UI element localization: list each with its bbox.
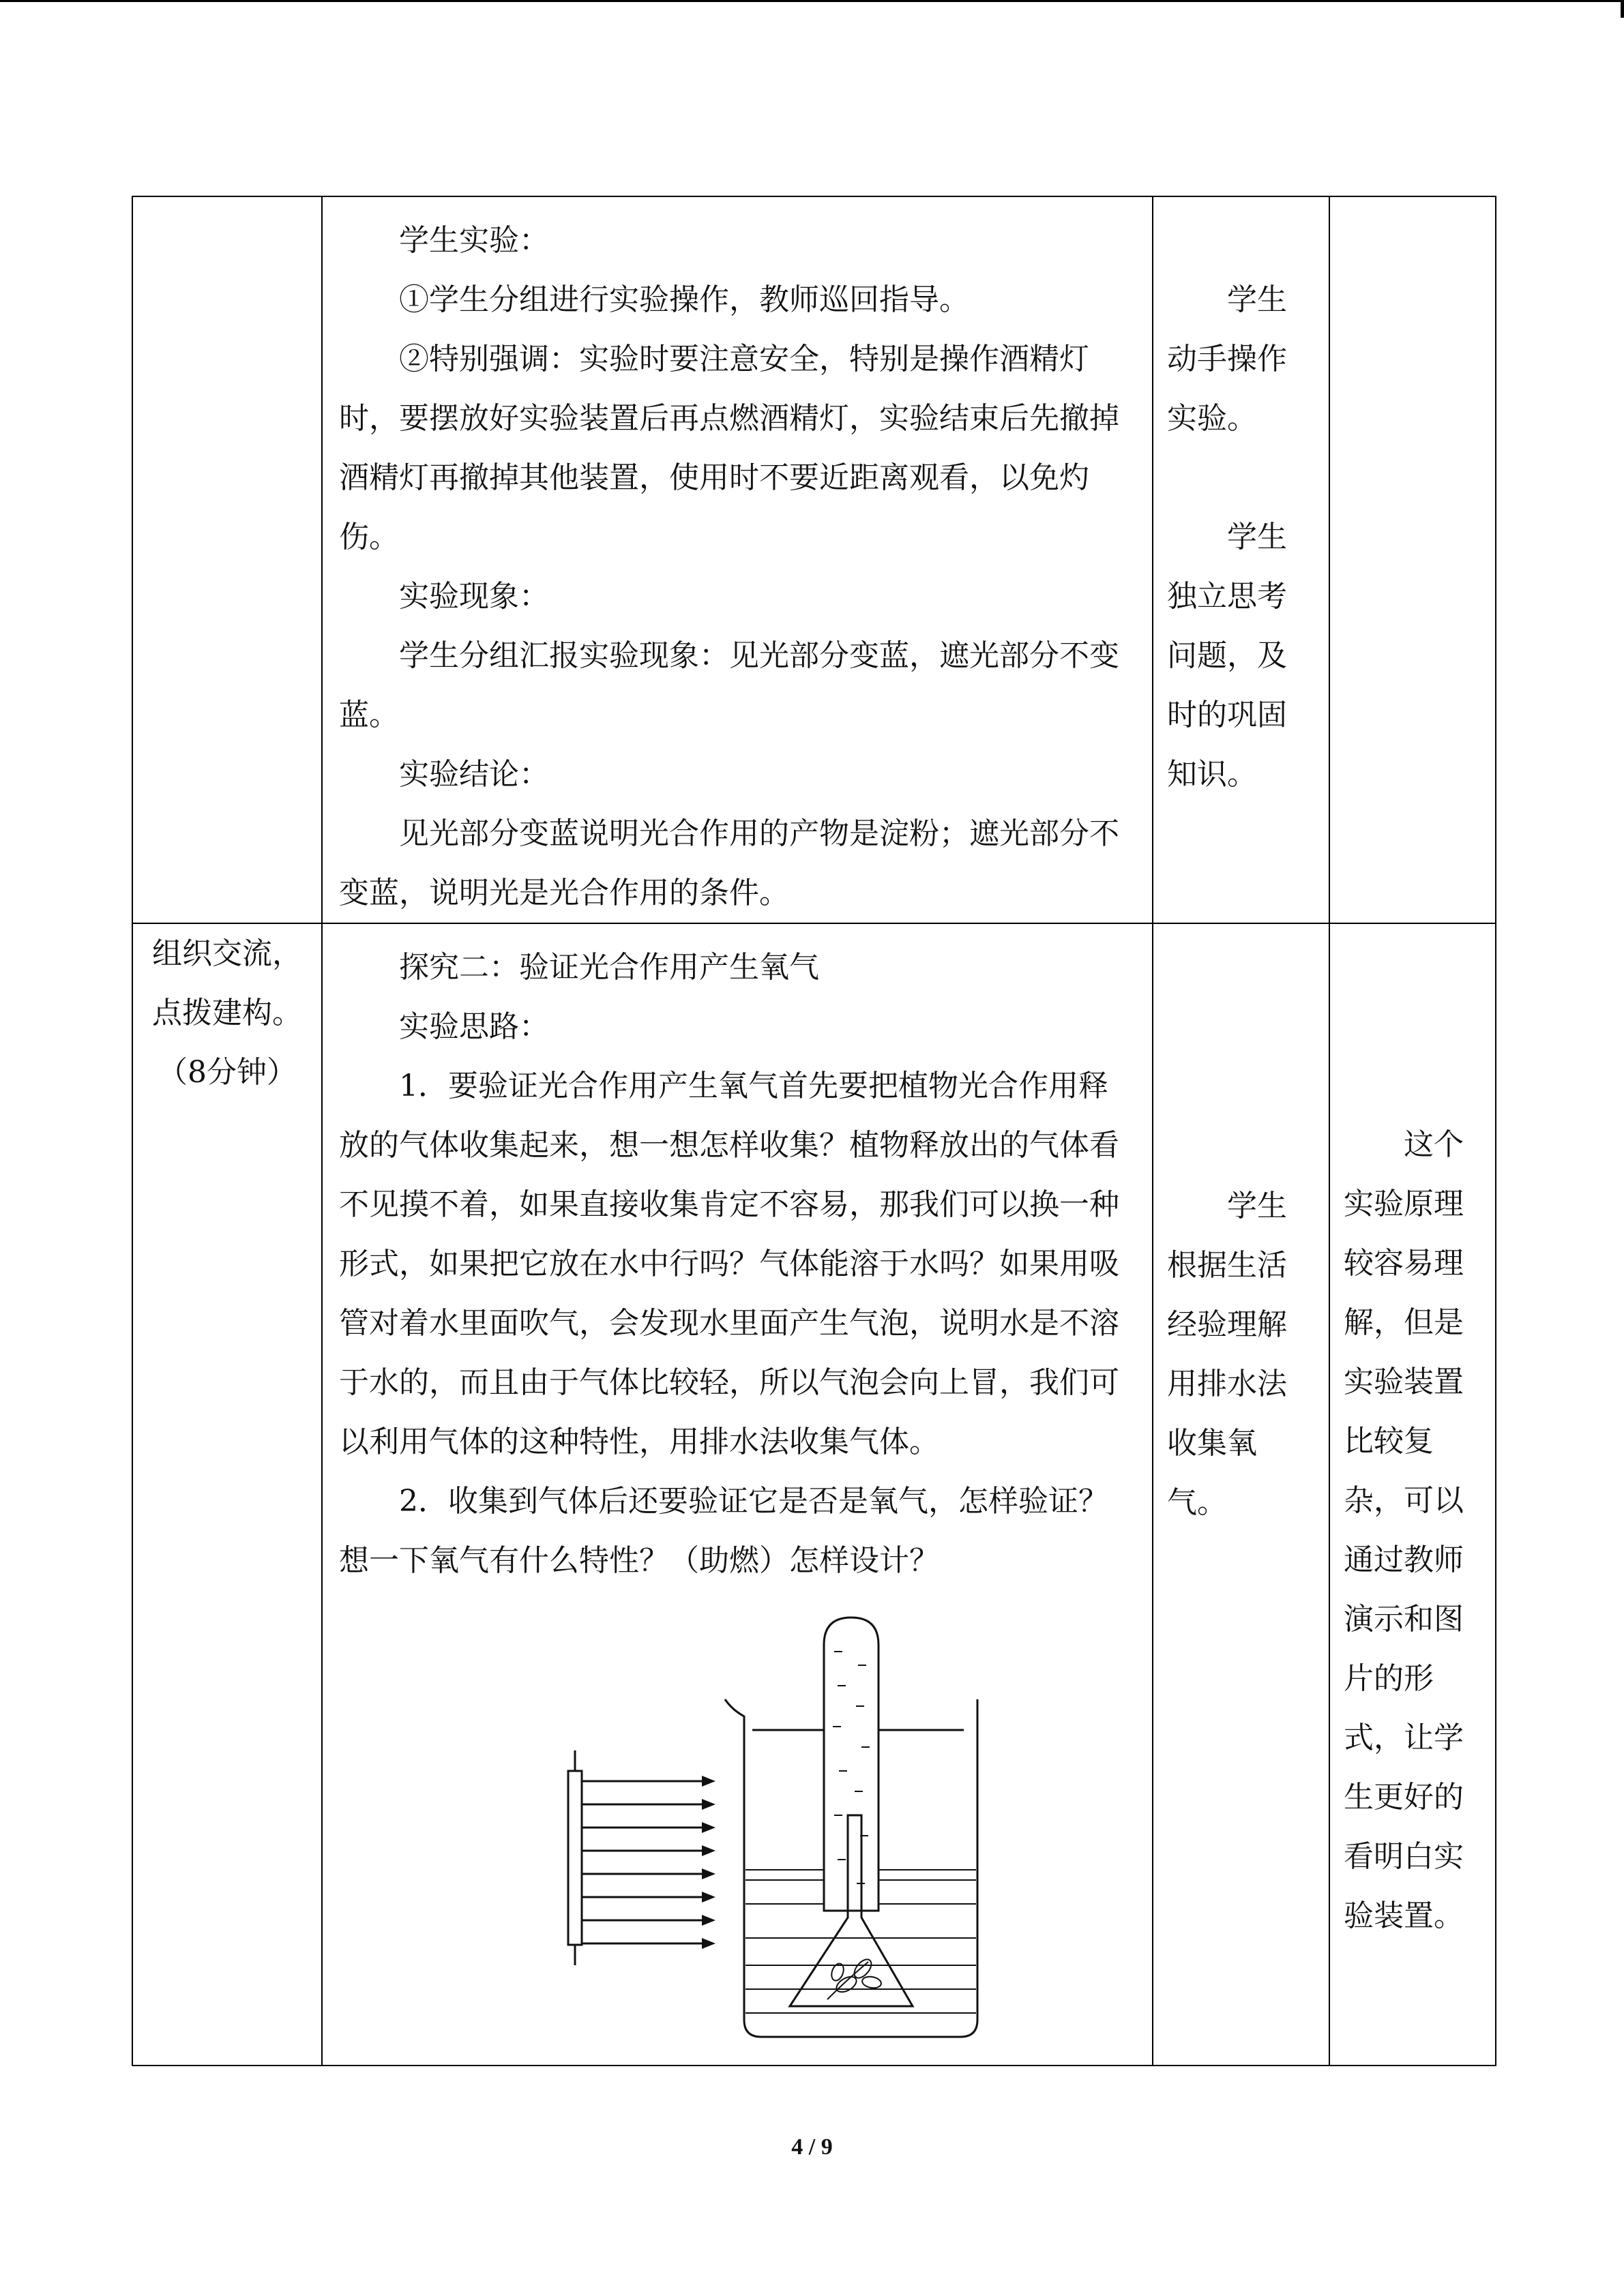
student-activity-text: 学生动手操作实验。: [1167, 282, 1287, 436]
plant-sprig: [827, 1956, 882, 1999]
content-paragraph: 学生分组汇报实验现象：见光部分变蓝，遮光部分不变蓝。: [339, 638, 1119, 732]
content-paragraph: 1．要验证光合作用产生氧气首先要把植物光合作用释放的气体收集起来，想一想怎样收集？植物释放出的气体看不见摸不着，如果直接收集肯定不容易，那我们可以换一种形式，如果把它放在水中行吗？气体能溶于水吗？如果用吸管对着水里面吹气，会发现水里面产生气泡，说明水是不溶于水的，而且由于气体比较轻，所以气泡会向上冒，我们可以利用气体的这种特性，用排水法收集气体。: [339, 1069, 1119, 1459]
design-intent-text: 这个实验原理较容易理解，但是实验装置比较复杂，可以通过教师演示和图片的形式，让学生更好的看明白实验装置。: [1344, 1127, 1464, 1933]
arrow-heads: [702, 1776, 715, 1949]
page-number: 4 / 9: [791, 2134, 833, 2160]
table-row: [132, 923, 1496, 2066]
content-paragraph: 探究二：验证光合作用产生氧气: [399, 950, 819, 985]
student-activity-text: 学生独立思考问题，及时的巩固知识。: [1167, 520, 1287, 792]
content-paragraph: 实验现象：: [399, 579, 549, 614]
light-source: [568, 1771, 582, 1945]
student-activity-text: 学生根据生活经验理解用排水法收集氧气。: [1167, 1189, 1287, 1520]
content-paragraph: 学生实验：: [399, 223, 549, 258]
table-row: [132, 196, 1496, 923]
stage-label: 组织交流，点拨建构。（8分钟）: [152, 936, 302, 1090]
content-cell: [322, 923, 1153, 2066]
student-activity-cell: [1153, 196, 1329, 923]
design-intent-cell: [1329, 923, 1496, 2066]
page-corner-mark: [1621, 0, 1624, 18]
oxygen-collection-apparatus-figure: [527, 1611, 1046, 2040]
content-paragraph: 实验结论：: [399, 757, 549, 792]
light-rays: [582, 1781, 705, 1943]
content-paragraph: 2．收集到气体后还要验证它是否是氧气，怎样验证？想一下氧气有什么特性？（助燃）怎样设计？: [339, 1484, 1108, 1578]
content-cell: [322, 196, 1153, 923]
page-top-border: [0, 0, 1624, 2]
content-paragraph: ①学生分组进行实验操作，教师巡回指导。: [399, 282, 969, 317]
stage-cell-empty: [132, 196, 322, 923]
content-paragraph: ②特别强调：实验时要注意安全，特别是操作酒精灯时，要摆放好实验装置后再点燃酒精灯，实验结束后先撤掉酒精灯再撤掉其他装置，使用时不要近距离观看，以免灼伤。: [339, 342, 1119, 554]
stage-cell: [132, 923, 322, 2066]
test-tube: [824, 1617, 879, 1911]
design-intent-cell-empty: [1329, 196, 1496, 923]
student-activity-cell: [1153, 923, 1329, 2066]
lesson-plan-table: [132, 196, 1496, 2066]
content-paragraph: 见光部分变蓝说明光合作用的产物是淀粉；遮光部分不变蓝，说明光是光合作用的条件。: [339, 816, 1119, 910]
content-paragraph: 实验思路：: [399, 1009, 549, 1044]
